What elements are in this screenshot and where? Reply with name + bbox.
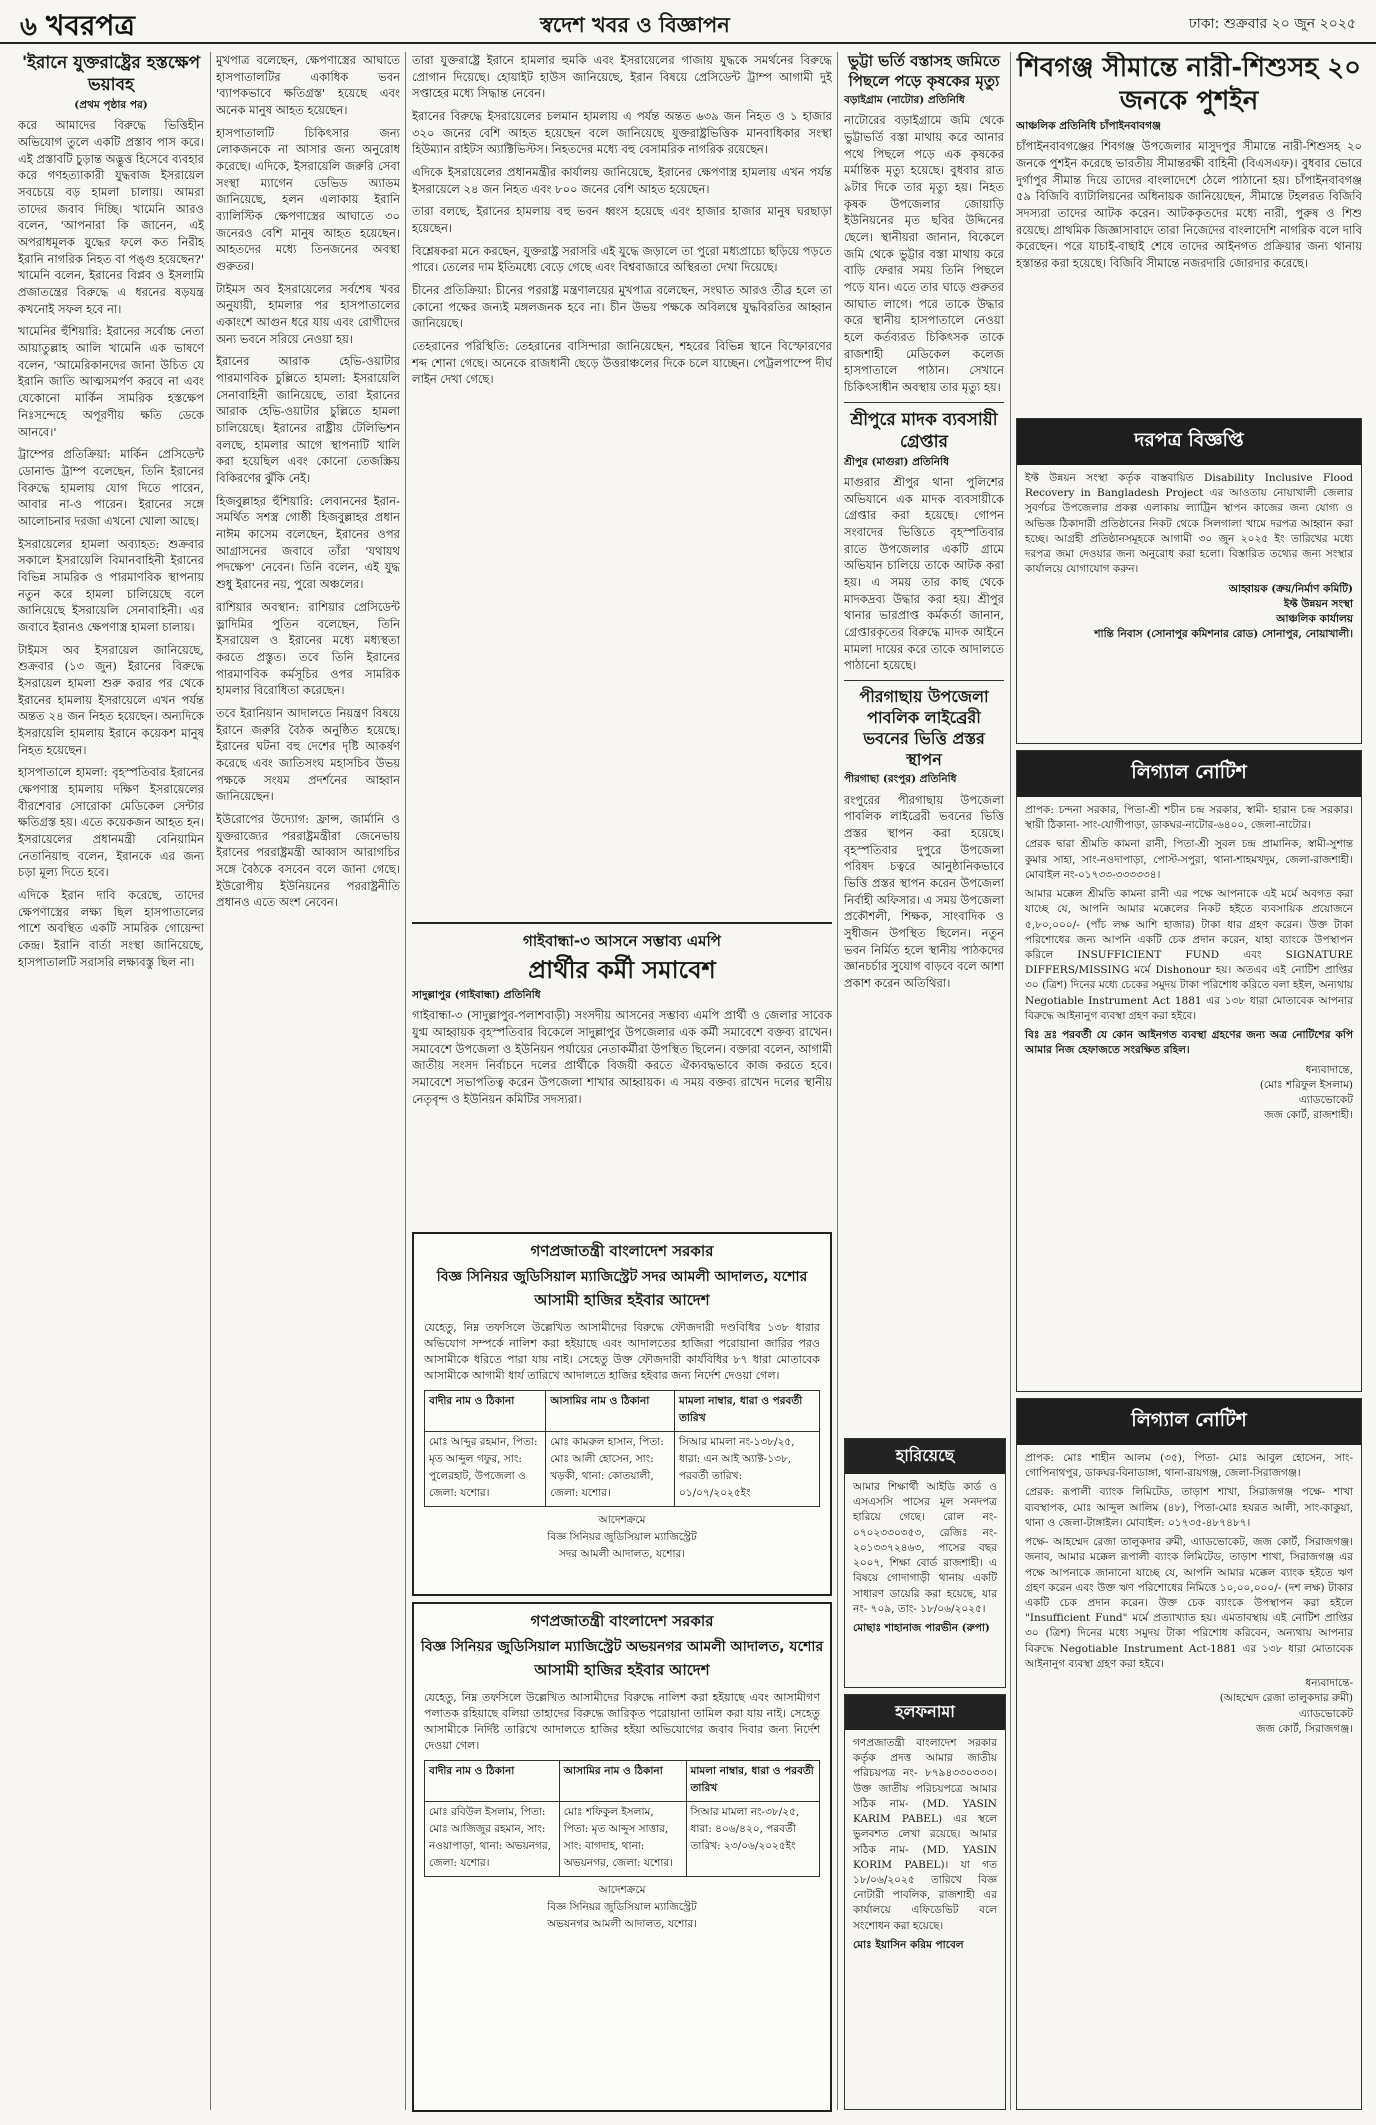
table-cell: মোঃ কামরুল হাসান, পিতা: মোঃ আলী হোসেন, সাং: খড়কী, থানা: কোতয়ালী, জেলা: যশোর। — [546, 1431, 675, 1506]
tender-notice — [1016, 418, 1362, 744]
local-news-column — [844, 52, 1004, 1432]
order-title: আসামী হাজির হইবার আদেশ — [534, 1661, 710, 1679]
order-signature: আদেশক্রমে বিজ্ঞ সিনিয়র জুডিসিয়াল ম্যাজিস্ট্রেট অভয়নগর আমলী আদালত, যশোর। — [547, 1883, 697, 1930]
table-cell: মোঃ রবিউল ইসলাম, পিতা: মোঃ আজিজুর রহমান, সাং: নওয়াপাড়া, থানা: অভয়নগর, জেলা: যশোর। — [425, 1801, 560, 1876]
story-headline: শ্রীপুরে মাদক ব্যবসায়ী গ্রেপ্তার — [850, 409, 998, 452]
newspaper-logo: খবরপত্র — [46, 9, 135, 42]
paragraph: হাসপাতালে হামলা: বৃহস্পতিবার ইরানের ক্ষেপণাস্ত্র হামলায় দক্ষিণ ইসরায়েলের বীরশেবার সোরোকা মেডিকেল সেন্টার ক্ষতিগ্রস্ত হয়। এতে কয়েকজন আহত হন। ইসরায়েলের প্রধানমন্ত্রী বেনিয়ামিন নেতানিয়াহু বলেন, ইরানকে এর জন্য চড়া মূল্য দিতে হবে। — [18, 765, 204, 880]
paragraph: বিশ্লেষকরা মনে করছেন, যুক্তরাষ্ট্র সরাসরি এই যুদ্ধে জড়ালে তা পুরো মধ্যপ্রাচ্যে ছড়িয়ে পড়তে পারে। তেলের দাম ইতিমধ্যে বেড়ে গেছে এবং বিশ্ববাজারে অস্থিরতা দেখা দিয়েছে। — [412, 243, 832, 275]
notice-recipient: প্রাপক: চন্দনা সরকার, পিতা-শ্রী শচীন চন্দ্র সরকার, স্বামী- হারান চন্দ্র সরকার। স্থায়ী ঠিকানা- সাং-যোগীপাড়া, ডাকঘর-নাটোর-৬৪০০, জেলা-নাটোর। — [1025, 804, 1353, 832]
paragraph: টাইমস অব ইসরায়েল জানিয়েছে, শুক্রবার (১৩ জুন) ইরানের বিরুদ্ধে ইসরায়েল হামলা শুরু করার পর থেকে ইরানের হামলায় ইসরায়েলে এখন পর্যন্ত অন্তত ২৪ জন নিহত হয়েছেন। অন্যদিকে ইসরায়েলি হামলায় ইরানে কয়েকশ মানুষ নিহত হয়েছেন। — [18, 642, 204, 757]
notice-signature: মোছাঃ শাহানাজ পারভীন (রুপা) — [853, 1621, 990, 1634]
column-divider — [1010, 52, 1011, 2110]
continued-label: (প্রথম পৃষ্ঠার পর) — [74, 99, 148, 112]
notice-sender: প্রেরক: রূপালী ব্যাংক লিমিটেড, তাড়াশ শাখা, সিরাজগঞ্জ পক্ষে- শাখা ব্যবস্থাপক, মোঃ আব্দুল আলিম (৪৮), পিতা-মোঃ হযরত আলী, সাং-কাকুয়া, থানা ও জেলা-টাঙ্গাইল। মোবাইল: ০১৭৩৫-৪৮৭৪৮৭। — [1025, 1486, 1353, 1529]
paragraph: ইরানের বিরুদ্ধে ইসরায়েলের চলমান হামলায় এ পর্যন্ত অন্তত ৬৩৯ জন নিহত ও ১ হাজার ৩২০ জনের বেশি আহত হয়েছেন বলে জানিয়েছে যুক্তরাষ্ট্রভিত্তিক মানবাধিকার সংস্থা হিউম্যান রাইটস অ্যাক্টিভিস্টস। নিহতদের মধ্যে বহু বেসামরিক নাগরিক রয়েছেন। — [412, 109, 832, 157]
masthead — [0, 0, 1376, 44]
story-byline: বড়াইগ্রাম (নাটোর) প্রতিনিধি — [844, 94, 965, 106]
order-signature: আদেশক্রমে বিজ্ঞ সিনিয়র জুডিসিয়াল ম্যাজিস্ট্রেট সদর আমলী আদালত, যশোর। — [547, 1513, 697, 1560]
story-kicker: গাইবান্ধা-৩ আসনে সম্ভাব্য এমপি — [523, 932, 721, 950]
notice-title: লিগ্যাল নোটিশ — [1017, 1399, 1361, 1445]
court-name: বিজ্ঞ সিনিয়র জুডিসিয়াল ম্যাজিস্ট্রেট সদর আমলী আদালত, যশোর — [436, 1269, 808, 1285]
notice-body: গণপ্রজাতন্ত্রী বাংলাদেশ সরকার কর্তৃক প্রদত্ত আমার জাতীয় পরিচয়পত্র নং- ৮৭৯৪৩৩০৩৩৩। উক্ত জাতীয় পরিচয়পত্রে আমার সঠিক নাম- (MD. YASIN KARIM PABEL) এর স্থলে ভুলবশত লেখা রয়েছে। আমার সঠিক নাম- (MD. YASIN KORIM PABEL)। যা গত ১৮/০৬/২০২৫ তারিখে বিজ্ঞ নোটারী পাবলিক, রাজশাহী এর কার্যালয়ে এফিডেভিট বলে সংশোধন করা হয়েছে। — [853, 1737, 997, 1932]
order-title: আসামী হাজির হইবার আদেশ — [534, 1291, 710, 1309]
lead-story-column-3 — [412, 52, 832, 918]
story-headline: পীরগাছায় উপজেলা পাবলিক লাইব্রেরী ভবনের ভিত্তি প্রস্তর স্থাপন — [859, 687, 989, 769]
notice-recipient: প্রাপক: মোঃ শাহীন আলম (৩৫), পিতা- মোঃ আবুল হোসেন, সাং-গোপিনাথপুর, ডাকঘর-বিনাডাঙ্গা, থানা-রায়গঞ্জ, জেলা-সিরাজগঞ্জ। — [1025, 1452, 1353, 1480]
lead-headline: 'ইরানে যুক্তরাষ্ট্রের হস্তক্ষেপ ভয়াবহ — [21, 53, 201, 96]
table-header: মামলা নাম্বার, ধারা ও পরবর্তী তারিখ — [686, 1760, 819, 1801]
story-headline: ভুট্টা ভর্তি বস্তাসহ জমিতে পিছলে পড়ে কৃষকের মৃত্যু — [848, 52, 1000, 90]
notice-body: ইফ্ট উন্নয়ন সংস্থা কর্তৃক বাস্তবায়িত Disability Inclusive Flood Recovery in Bangladesh Project এর আওতায় নোয়াখালী জেলার সুবর্ণচর উপজেলার প্রকল্প এলাকায় ল্যাট্রিন স্থাপন কাজের জন্য যোগ্য ও অভিজ্ঞ ঠিকাদারী প্রতিষ্ঠানের নিকট থেকে সিলগালা খামে দরপত্র আহ্বান করা হচ্ছে। আগ্রহী প্রতিষ্ঠানসমূহকে আগামী ৩০ জুন ২০২৫ ইং তারিখের মধ্যে দরপত্র জমা দেওয়ার জন্য অনুরোধ করা হলো। বিস্তারিত তথ্যের জন্য সংস্থার কার্যালয়ে যোগাযোগ করুন। — [1025, 472, 1353, 576]
story-byline: শ্রীপুর (মাগুরা) প্রতিনিধি — [844, 455, 949, 468]
notice-title: দরপত্র বিজ্ঞপ্তি — [1017, 419, 1361, 465]
story-text: নাটোরের বড়াইগ্রামে জমি থেকে ভুট্টাভর্তি বস্তা মাথায় করে আনার পথে পিছলে পড়ে এক কৃষকের মর্মান্তিক মৃত্যু হয়েছে। বুধবার রাত ৯টার দিকে তার মৃত্যু হয়। নিহত কৃষক উপজেলার জোয়াড়ি ইউনিয়নের মৃত ছবির উদ্দিনের ছেলে। স্থানীয়রা জানান, বিকেলে জমি থেকে ভুট্টার বস্তা মাথায় করে বাড়ি ফেরার সময় তিনি পিছলে পড়ে যান। এতে তার ঘাড়ে গুরুতর আঘাত লাগে। পরে তাকে উদ্ধার করে স্থানীয় হাসপাতালে নেওয়া হলে কর্তব্যরত চিকিৎসক তাকে রাজশাহী মেডিকেল কলেজ হাসপাতালে পাঠান। সেখানে চিকিৎসাধীন অবস্থায় তার মৃত্যু হয়। — [844, 113, 1004, 394]
paragraph: তারা বলছে, ইরানের হামলায় বহু ভবন ধ্বংস হয়েছে এবং হাজার হাজার মানুষ ঘরছাড়া হয়েছেন। — [412, 204, 832, 236]
affidavit-notice — [844, 1694, 1006, 2110]
table-header: মামলা নাম্বার, ধারা ও পরবর্তী তারিখ — [675, 1390, 820, 1431]
table-row — [425, 1801, 820, 1876]
story-byline: আঞ্চলিক প্রতিনিধি চাঁপাইনবাবগঞ্জ — [1016, 120, 1161, 132]
notice-sender: প্রেরক দ্বারা শ্রীমতি কামনা রানী, পিতা-শ্রী সুবল চন্দ্র প্রামানিক, স্বামী-সুশান্ত কুমার সাহা, সাং-নওদাপাড়া, পোস্ট-সপুরা, থানা-শাহমখদুম, জেলা-রাজশাহী। মোবাইল নং-০১৭৩৩-৩৩৩৩৩৪। — [1025, 838, 1353, 881]
table-cell: সিআর মামলা নং-৩৮/২৫, ধারা: ৪০৬/৪২০, পরবর্তী তারিখ: ২৩/০৬/২০২৫ইং — [686, 1801, 819, 1876]
paragraph: ইরানের আরাক হেভি-ওয়াটার পারমাণবিক চুল্লিতে হামলা: ইসরায়েলি সেনাবাহিনী জানিয়েছে, তারা ইরানের আরাক হেভি-ওয়াটার চুল্লিতে হামলা চালিয়েছে। ইরানের রাষ্ট্রীয় টেলিভিশন বলছে, হামলার আগে স্থাপনাটি খালি করা হয়েছিল এবং কোনো তেজস্ক্রিয় বিকিরণের ঝুঁকি নেই। — [216, 354, 400, 486]
table-header: বাদীর নাম ও ঠিকানা — [425, 1760, 560, 1801]
notice-body: আমার শিক্ষার্থী আইডি কার্ড ও এসএসসি পাসের মূল সনদপত্র হারিয়ে গেছে। রোল নং- ০৭০২৩৩০৩৫৩, রেজিঃ নং- ২০১৩৩৭২৪৬৩, পাসের বছর ২০০৭, শিক্ষা বোর্ড রাজশাহী। এ বিষয়ে গোদাগাড়ী থানায় একটি সাধারণ ডায়েরি করা হয়েছে, যার নং- ৭০৯, তাং- ১৮/০৬/২০২৫। — [853, 1481, 997, 1615]
paragraph: হাসপাতালটি চিকিৎসার জন্য লোকজনকে না আসার জন্য অনুরোধ করেছে। এদিকে, ইসরায়েলি জরুরি সেবা সংস্থা ম্যাগেন ডেভিড অ্যাডম জানিয়েছে, হলন এলাকায় ইরানি ব্যালিস্টিক ক্ষেপণাস্ত্রের আঘাতে ৩০ জনেরও বেশি মানুষ আহত হয়েছেন। আহতদের মধ্যে তিনজনের অবস্থা গুরুতর। — [216, 125, 400, 274]
table-header: আসামির নাম ও ঠিকানা — [546, 1390, 675, 1431]
paragraph: তেহরানের পরিস্থিতি: তেহরানের বাসিন্দারা জানিয়েছেন, শহরের বিভিন্ন স্থানে বিস্ফোরণের শব্দ শোনা গেছে। অনেকে রাজধানী ছেড়ে উত্তরাঞ্চলের দিকে চলে যাচ্ছেন। পেট্রলপাম্পে দীর্ঘ লাইন দেখা গেছে। — [412, 339, 832, 387]
government-label: গণপ্রজাতন্ত্রী বাংলাদেশ সরকার — [530, 1242, 714, 1260]
paragraph: এদিকে ইরান দাবি করেছে, তাদের ক্ষেপণাস্ত্রের লক্ষ্য ছিল হাসপাতালের পাশে অবস্থিত একটি সামরিক গোয়েন্দা কেন্দ্র। ইরানি বার্তা সংস্থা জানিয়েছে, হাসপাতালটি সরাসরি লক্ষ্যবস্তু ছিল না। — [18, 887, 204, 969]
paragraph: খামেনির হুঁশিয়ারি: ইরানের সর্বোচ্চ নেতা আয়াতুল্লাহ আলি খামেনি এক ভাষণে বলেন, 'আমেরিকানদের জানা উচিত যে ইরানি জাতি আত্মসমর্পণ করবে না এবং যেকোনো মার্কিন সামরিক হস্তক্ষেপ নিঃসন্দেহে অপূরণীয় ক্ষতি ডেকে আনবে।' — [18, 324, 204, 439]
column-divider — [210, 52, 211, 2110]
notice-footnote: বিঃ দ্রঃ পরবর্তী যে কোন আইনগত ব্যবস্থা গ্রহণের জন্য অত্র নোটিশের কপি আমার নিজ হেফাজতে সংরক্ষিত রহিল। — [1025, 1029, 1353, 1057]
notice-body: যেহেতু, নিম্ন তফসিলে উল্লেখিত আসামীদের বিরুদ্ধে ফৌজদারী দণ্ডবিধির ১৩৮ ধারার অভিযোগ সম্পর্কে নালিশ করা হইয়াছে এবং আদালতের হাজিরা পরোয়ানা জারির পরও আসামীকে ধরিতে পারা যায় নাই। সেহেতু উক্ত ফৌজদারী কার্যবিধির ৮৭ ধারা মোতাবেক আসামীকে আগামী ধার্য তারিখে আদালতে হাজির হইবার জন্য নির্দেশ দেওয়া গেল। — [424, 1321, 820, 1382]
paragraph: করে আমাদের বিরুদ্ধে ভিত্তিহীন অভিযোগ তুলে একটি প্রস্তাব পাস করে। এই প্রস্তাবটি চুড়ান্ত অদ্ভুত্ত হিসেবে ব্যবহার করে গণহত্যাকারী যুদ্ধবাজ ইসরায়েল সবচেয়ে বড় হামলা চালায়। আমরা তাদের জবাব দিচ্ছি। খামেনি আরও বলেন, 'আপনারা কি জানেন, এই অপরাধমূলক যুদ্ধের ফলে কত নিরীহ ইরানি নাগরিক নিহত বা পঙ্গু হয়েছেন?' খামেনি বলেন, ইরানের বিপ্লব ও ইসলামি প্রজাতন্ত্রের বিরুদ্ধে এ ধরনের ষড়যন্ত্র কখনোই সফল হবে না। — [18, 118, 204, 316]
paragraph: ট্রাম্পের প্রতিক্রিয়া: মার্কিন প্রেসিডেন্ট ডোনাল্ড ট্রাম্প বলেছেন, তিনি ইরানের বিরুদ্ধে হামলায় যোগ দিতে পারেন, আবার না-ও পারেন। ইরানের সঙ্গে আলোচনার দরজা এখনো খোলা আছে। — [18, 447, 204, 528]
lead-story-column-2 — [216, 52, 400, 2110]
paragraph: রাশিয়ার অবস্থান: রাশিয়ার প্রেসিডেন্ট ভ্লাদিমির পুতিন বলেছেন, তিনি ইসরায়েল ও ইরানের মধ্যে মধ্যস্থতা করতে প্রস্তুত। তবে তিনি ইরানের পারমাণবিক কর্মসূচির ওপর সামরিক হামলার বিরোধিতা করেছেন। — [216, 599, 400, 698]
paragraph: ইসরায়েলের হামলা অব্যাহত: শুক্রবার সকালে ইসরায়েলি বিমানবাহিনী ইরানের বিভিন্ন সামরিক ও পারমাণবিক স্থাপনায় নতুন করে হামলা চালিয়েছে বলে জানিয়েছে ইসরায়েলি সেনাবাহিনী। এর জবাবে ইরানও ক্ষেপণাস্ত্র হামলা চালায়। — [18, 536, 204, 634]
column-divider — [405, 52, 406, 2110]
notice-title: হারিয়েছে — [845, 1439, 1005, 1474]
notice-signature: ধন্যবাদান্তে- (আহম্মেদ রেজা তালুকদার রুমী) এ্যাডভোকেট জজ কোর্ট, সিরাজগঞ্জ। — [1219, 1677, 1353, 1735]
page-number: ৬ — [20, 12, 37, 42]
paragraph: তবে ইরানিয়ান আদালতে নিয়ন্ত্রণ বিষয়ে ইরানে জরুরি বৈঠক অনুষ্ঠিত হয়েছে। ইরানের ঘটনা বহু দেশের দৃষ্টি আকর্ষণ করেছে এবং জাতিসংঘ মহাসচিব উভয় পক্ষকে সংযম প্রদর্শনের আহ্বান জানিয়েছেন। — [216, 705, 400, 804]
legal-notice-2 — [1016, 1398, 1362, 2110]
story-text: রংপুরের পীরগাছায় উপজেলা পাবলিক লাইব্রেরী ভবনের ভিত্তি প্রস্তর স্থাপন করা হয়েছে। বৃহস্পতিবার দুপুরে উপজেলা পরিষদ চত্বরে আনুষ্ঠানিকভাবে ভিত্তি প্রস্তর স্থাপন করেন উপজেলা নির্বাহী অফিসার। এ সময় উপজেলা প্রকৌশলী, শিক্ষক, সাংবাদিক ও সুধীজন উপস্থিত ছিলেন। নতুন ভবন নির্মিত হলে স্থানীয় পাঠকদের জ্ঞানচর্চার সুযোগ বাড়বে বলে আশা প্রকাশ করেন অতিথিরা। — [844, 792, 1004, 990]
lost-notice — [844, 1438, 1006, 1688]
notice-signature: মোঃ ইয়াসিন করিম পাবেল — [853, 1938, 964, 1951]
story-text: মাগুরার শ্রীপুর থানা পুলিশের অভিযানে এক মাদক ব্যবসায়ীকে গ্রেপ্তার করা হয়েছে। গোপন সংবাদের ভিত্তিতে বৃহস্পতিবার রাতে উপজেলার একটি গ্রামে অভিযান চালিয়ে তাকে আটক করা হয়। এ সময় তার কাছ থেকে মাদকদ্রব্য উদ্ধার করা হয়। শ্রীপুর থানার ভারপ্রাপ্ত কর্মকর্তা জানান, গ্রেপ্তারকৃতের বিরুদ্ধে মাদক আইনে মামলা দায়ের করে তাকে আদালতে পাঠানো হয়েছে। — [844, 475, 1004, 673]
table-header: বাদীর নাম ও ঠিকানা — [425, 1390, 546, 1431]
gaibandha-story — [412, 922, 832, 1232]
table-cell: মোঃ আব্দুর রহমান, পিতা: মৃত আব্দুল গফুর, সাং: পুলেরহাট, উপজেলা ও জেলা: যশোর। — [425, 1431, 546, 1506]
story-byline: পীরগাছা (রংপুর) প্রতিনিধি — [844, 773, 957, 786]
paragraph: তারা যুক্তরাষ্ট্রে ইরানে হামলার হুমকি এবং ইসরায়েলের গাজায় যুদ্ধকে সমর্থনের বিরুদ্ধে প্রোগান দিয়েছে। হোয়াইট হাউস জানিয়েছে, ইরান বিষয়ে প্রেসিডেন্ট ট্রাম্প আগামী দুই সপ্তাহের মধ্যে সিদ্ধান্ত নেবেন। — [412, 53, 832, 101]
table-header: আসামির নাম ও ঠিকানা — [559, 1760, 686, 1801]
paragraph: চীনের প্রতিক্রিয়া: চীনের পররাষ্ট্র মন্ত্রণালয়ের মুখপাত্র বলেছেন, সংঘাত আরও তীব্র হলে তা কোনো পক্ষের জন্যই মঙ্গলজনক হবে না। চীন উভয় পক্ষকে অবিলম্বে যুদ্ধবিরতির আহ্বান জানিয়েছে। — [412, 283, 832, 331]
border-pushin-story — [1016, 52, 1362, 412]
lead-story-column-1 — [18, 52, 204, 2110]
story-headline: প্রার্থীর কর্মী সমাবেশ — [528, 956, 716, 984]
paragraph: ইউরোপের উদ্যোগ: ফ্রান্স, জার্মানি ও যুক্তরাজ্যের পররাষ্ট্রমন্ত্রীরা জেনেভায় ইরানের পররাষ্ট্রমন্ত্রী আব্বাস আরাগচির সঙ্গে বৈঠকে বসবেন বলে জানা গেছে। ইউরোপীয় ইউনিয়নের পররাষ্ট্রনীতি প্রধানও এতে অংশ নেবেন। — [216, 811, 400, 910]
notice-signature: ধন্যবাদান্তে, (মোঃ শরিফুল ইসলাম) এ্যাডভোকেট জজ কোর্ট, রাজশাহী। — [1259, 1063, 1353, 1122]
notice-body: পক্ষে- আহম্মেদ রেজা তালুকদার রুমী, এ্যাডভোকেট, জজ কোর্ট, সিরাজগঞ্জ। জনাব, আমার মক্কেল রূপালী ব্যাংক লিমিটেড, তাড়াশ শাখা, সিরাজগঞ্জ এর পক্ষে আপনাকে জানানো যাচ্ছে যে, আপনি আমার মক্কেল ব্যাংক হইতে ঋণ গ্রহণ করেন এবং উক্ত ঋণ পরিশোধের নিমিত্তে ১০,০০,০০০/- (দশ লক্ষ) টাকার একটি চেক প্রদান করেন। উক্ত চেক ব্যাংকে উপস্থাপন করা হইলে "Insufficient Fund" মর্মে প্রত্যাখ্যাত হয়। এমতাবস্থায় এই নোটিশ প্রাপ্তির ৩০ (ত্রিশ) দিনের মধ্যে সমুদয় টাকা পরিশোধ করিবেন, অন্যথায় আপনার বিরুদ্ধে Negotiable Instrument Act-1881 এর ১৩৮ ধারা মোতাবেক আইনানুগ ব্যবস্থা গ্রহণ করা হইবে। — [1025, 1536, 1353, 1670]
story-text: চাঁপাইনবাবগঞ্জের শিবগঞ্জ উপজেলার মাসুদপুর সীমান্তে নারী-শিশুসহ ২০ জনকে পুশইন করেছে ভারতীয় সীমান্তরক্ষী বাহিনী (বিএসএফ)। বুধবার ভোরে দুর্গাপুর সীমান্ত দিয়ে তাদের বাংলাদেশে ঠেলে পাঠানো হয়। চাঁপাইনবাবগঞ্জ ৫৯ বিজিবি ব্যাটালিয়নের অধিনায়ক জানিয়েছেন, সীমান্তে টহলরত বিজিবি সদস্যরা তাদের আটক করেন। আটককৃতদের মধ্যে নারী, পুরুষ ও শিশু রয়েছে। প্রাথমিক জিজ্ঞাসাবাদে তারা নিজেদের বাংলাদেশি নাগরিক বলে দাবি করেছেন। পরে যাচাই-বাছাই শেষে তাদের আইনগত প্রক্রিয়ার জন্য থানায় হস্তান্তর করা হয়েছে। বিজিবি সীমান্তে নজরদারি জোরদার করেছে। — [1016, 139, 1362, 270]
court-name: বিজ্ঞ সিনিয়র জুডিসিয়াল ম্যাজিস্ট্রেট অভয়নগর আমলী আদালত, যশোর — [420, 1639, 824, 1655]
section-title: স্বদেশ খবর ও বিজ্ঞাপন — [540, 13, 730, 37]
table-cell: সিআর মামলা নং-১৩৮/২৫, ধারা: এন আই অ্যাক্ট-১৩৮, পরবর্তী তারিখ: ০১/০৭/২০২৫ইং — [675, 1431, 820, 1506]
story-text: গাইবান্ধা-৩ (সাদুল্লাপুর-পলাশবাড়ী) সংসদীয় আসনের সম্ভাব্য এমপি প্রার্থী ও জেলার সাবেক যুগ্ম আহ্বায়ক বৃহস্পতিবার বিকেলে সাদুল্লাপুর উপজেলার এক কর্মী সমাবেশে বক্তব্য রাখেন। সমাবেশে উপজেলা ও ইউনিয়ন পর্যায়ের নেতাকর্মীরা উপস্থিত ছিলেন। বক্তারা বলেন, আগামী জাতীয় সংসদ নির্বাচনে দলের প্রার্থীকে বিজয়ী করতে ঐক্যবদ্ধভাবে কাজ করতে হবে। সমাবেশে সভাপতিত্ব করেন উপজেলা শাখার আহ্বায়ক। এ সময় বক্তব্য রাখেন দলের স্থানীয় নেতৃবৃন্দ ও ইউনিয়ন কমিটির সদস্যরা। — [412, 1008, 832, 1106]
schedule-table — [424, 1760, 820, 1877]
story-headline: শিবগঞ্জ সীমান্তে নারী-শিশুসহ ২০ জনকে পুশইন — [1016, 53, 1362, 116]
schedule-table — [424, 1390, 820, 1507]
issue-date: ঢাকা: শুক্রবার ২০ জুন ২০২৫ — [1188, 16, 1356, 32]
paragraph: এদিকে ইসরায়েলের প্রধানমন্ত্রীর কার্যালয় জানিয়েছে, ইরানের ক্ষেপণাস্ত্র হামলায় এখন পর্যন্ত ইসরায়েলে ২৪ জন নিহত এবং ৮০০ জনের বেশি আহত হয়েছেন। — [412, 165, 832, 196]
paragraph: টাইমস অব ইসরায়েলের সর্বশেষ খবর অনুযায়ী, হামলার পর হাসপাতালের একাংশে আগুন ধরে যায় এবং রোগীদের অন্য ভবনে সরিয়ে নেওয়া হয়। — [216, 281, 400, 346]
notice-body: যেহেতু, নিম্ন তফসিলে উল্লেখিত আসামীদের বিরুদ্ধে নালিশ করা হইয়াছে এবং আসামীগণ পলাতক রহিয়াছে বলিয়া তাহাদের বিরুদ্ধে জারিকৃত পরোয়ানা তামিল করা যায় নাই। সেহেতু আসামীকে নির্দিষ্ট তারিখে আদালতে হাজির হইয়া অভিযোগের জবাব দিবার জন্য নির্দেশ দেওয়া গেল। — [424, 1691, 820, 1752]
legal-notice-1 — [1016, 750, 1362, 1392]
paragraph: হিজবুল্লাহর হুঁশিয়ারি: লেবাননের ইরান-সমর্থিত সশস্ত্র গোষ্ঠী হিজবুল্লাহর প্রধান নাঈম কাসেম বলেছেন, ইরানের ওপর আগ্রাসনের জবাবে তাঁরা 'যথাযথ পদক্ষেপ' নেবেন। তিনি বলেন, এই যুদ্ধ শুধু ইরানের নয়, পুরো অঞ্চলের। — [216, 493, 400, 592]
government-label: গণপ্রজাতন্ত্রী বাংলাদেশ সরকার — [530, 1612, 714, 1630]
notice-title: লিগ্যাল নোটিশ — [1017, 751, 1361, 797]
story-byline: সাদুল্লাপুর (গাইবান্ধা) প্রতিনিধি — [412, 989, 541, 1002]
table-row — [425, 1431, 820, 1506]
notice-signature: আহ্বায়ক (ক্রয়/নির্মাণ কমিটি) ইফ্ট উন্নয়ন সংস্থা আঞ্চলিক কার্যালয় শান্তি নিবাস (সোনাপুর কমিশনার রোড) সোনাপুর, নোয়াখালী। — [1094, 582, 1353, 641]
notice-title: হলফনামা — [845, 1695, 1005, 1730]
court-summons-notice-2 — [412, 1602, 832, 2112]
paragraph: মুখপাত্র বলেছেন, ক্ষেপণাস্ত্রের আঘাতে হাসপাতালটির একাধিক ভবন 'ব্যাপকভাবে ক্ষতিগ্রস্ত' হয়েছে এবং অনেক মানুষ আহত হয়েছেন। — [216, 53, 400, 118]
court-summons-notice-1 — [412, 1232, 832, 1596]
notice-body: আমার মক্কেল শ্রীমতি কামনা রানী এর পক্ষে আপনাকে এই মর্মে অবগত করা যাচ্ছে যে, আপনি আমার মক্কেলের নিকট হইতে ব্যবসায়িক প্রয়োজনে ৫,৮০,০০০/- (পাঁচ লক্ষ আশি হাজার) টাকা ধার গ্রহণ করেন। উক্ত টাকা পরিশোধের জন্য আপনি একটি চেক প্রদান করেন, যাহা ব্যাংকে উপস্থাপন করিলে INSUFFICIENT FUND এবং SIGNATURE DIFFERS/MISSING মর্মে Dishonour হয়। অতএব এই নোটিশ প্রাপ্তির ৩০ (ত্রিশ) দিনের মধ্যে চেকের সমুদয় টাকা পরিশোধ করিতে বলা হইল, অন্যথায় Negotiable Instrument Act 1881 এর ১৩৮ ধারা মোতাবেক আপনার বিরুদ্ধে আইনানুগ ব্যবস্থা গ্রহণ করা হইবে। — [1025, 888, 1353, 1022]
column-divider — [837, 52, 838, 2110]
table-cell: মোঃ শফিকুল ইসলাম, পিতা: মৃত আব্দুস সাত্তার, সাং: বাগদাহ, থানা: অভয়নগর, জেলা: যশোর। — [559, 1801, 686, 1876]
